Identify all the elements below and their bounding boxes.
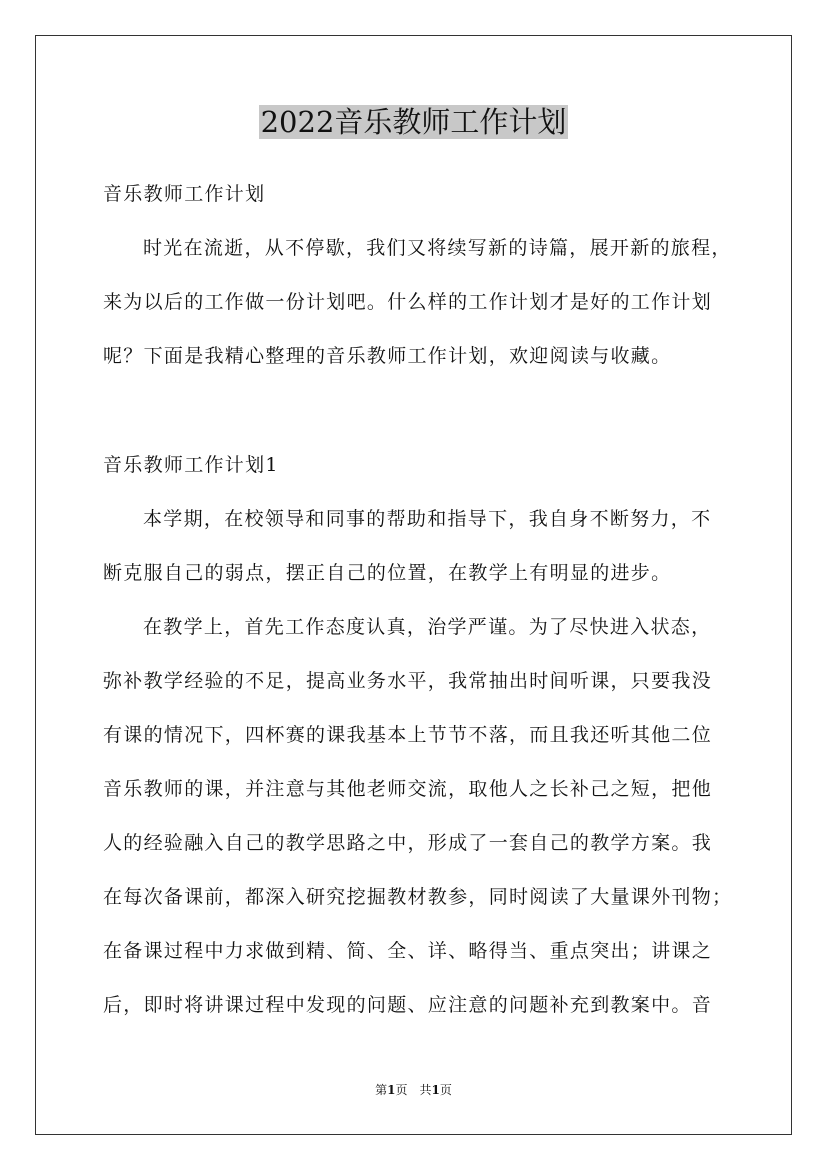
paragraph-line: 后，即时将讲课过程中发现的问题、应注意的问题补充到教案中。音 — [103, 994, 713, 1016]
footer-suffix: 页 — [439, 1083, 452, 1097]
paragraph-line: 来为以后的工作做一份计划吧。什么样的工作计划才是好的工作计划 — [103, 291, 713, 313]
footer-mid: 页 共 — [395, 1083, 432, 1097]
paragraph-line: 弥补教学经验的不足，提高业务水平，我常抽出时间听课，只要我没 — [103, 670, 713, 692]
document-title — [0, 100, 827, 144]
paragraph-line: 在每次备课前，都深入研究挖掘教材教参，同时阅读了大量课外刊物； — [103, 886, 733, 908]
paragraph-line: 时光在流逝，从不停歇，我们又将续写新的诗篇，展开新的旅程， — [143, 237, 732, 259]
paragraph-line: 音乐教师的课，并注意与其他老师交流，取他人之长补己之短，把他 — [103, 778, 713, 800]
footer-total-pages: 1 — [431, 1083, 440, 1097]
page-footer — [0, 1081, 827, 1099]
paragraph-line: 有课的情况下，四杯赛的课我基本上节节不落，而且我还听其他二位 — [103, 724, 713, 746]
paragraph-line: 呢？下面是我精心整理的音乐教师工作计划，欢迎阅读与收藏。 — [103, 345, 672, 367]
paragraph-line: 本学期，在校领导和同事的帮助和指导下，我自身不断努力，不 — [143, 508, 712, 530]
footer-page-number: 1 — [387, 1083, 396, 1097]
paragraph-line: 断克服自己的弱点，摆正自己的位置，在教学上有明显的进步。 — [103, 562, 672, 584]
paragraph-line: 在备课过程中力求做到精、简、全、详、略得当、重点突出；讲课之 — [103, 940, 713, 962]
section-heading-plan-1: 音乐教师工作计划1 — [103, 454, 279, 476]
paragraph-line: 在教学上，首先工作态度认真，治学严谨。为了尽快进入状态， — [143, 616, 712, 638]
paragraph-line: 人的经验融入自己的教学思路之中，形成了一套自己的教学方案。我 — [103, 832, 713, 854]
footer-prefix: 第 — [375, 1083, 388, 1097]
section-heading-intro: 音乐教师工作计划 — [103, 183, 266, 205]
document-title-text: 2022音乐教师工作计划 — [260, 105, 567, 139]
